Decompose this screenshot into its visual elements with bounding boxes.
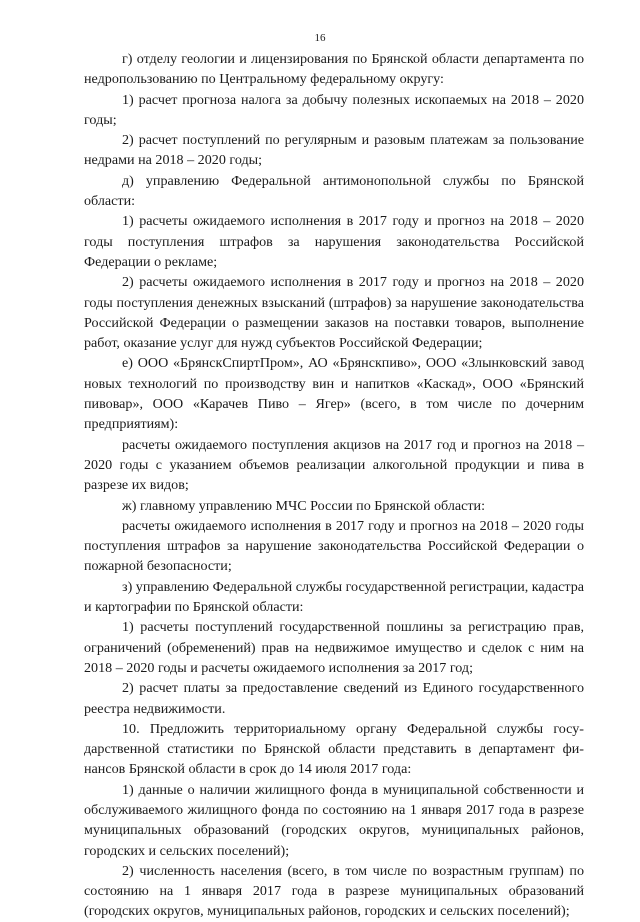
paragraph-z-item-1-state-duty: 1) расчеты поступлений государственной пошлины за регистрацию прав, ограничений (обременений) прав на недвижимое имущество и сделок с ним на 2018 – 2020 годы и расчеты ожидаемого исполнения за 2017 год; <box>84 619 584 676</box>
paragraph-e-alcohol-producers: е) ООО «БрянскСпиртПром», АО «Брянскпиво», ООО «Злынковский завод новых технологий по производству вин и напитков «Каскад», ООО «Брянский пивовар», ООО «Карачев Пиво – Ягер» (всего, в том числе по дочерним предприятиям): <box>84 355 584 433</box>
page-number: 16 <box>314 32 326 44</box>
paragraph-zh-fire-safety-fines: расчеты ожидаемого исполнения в 2017 году и прогноз на 2018 – 2020 годы поступления штрафов за нарушение законодательства Российской Федерации о пожарной безопасности; <box>84 517 584 575</box>
document-body <box>84 49 584 922</box>
paragraph-g-geology-department: г) отделу геологии и лицензирования по Брянской области департамента по недропользованию по Центральному федеральному округу: <box>84 51 584 88</box>
paragraph-d-antimonopoly-service: д) управлению Федеральной антимонопольной службы по Брянской области: <box>84 172 584 210</box>
paragraph-zh-emergency-ministry: ж) главному управлению МЧС России по Брянской области: <box>122 497 485 514</box>
paragraph-d-item-1-advertising-fines: 1) расчеты ожидаемого исполнения в 2017 году и прогноз на 2018 – 2020 годы поступления штрафов за нарушения законодательства Российской Федерации о рекламе; <box>84 213 584 270</box>
paragraph-10-item-2-population: 2) численность населения (всего, в том числе по возрастным группам) по состоянию на 1 января 2017 года в разрезе муниципальных образований (городских округов, муниципальных районов, городских и сельских поселений); <box>84 862 584 920</box>
paragraph-d-item-2-procurement-fines: 2) расчеты ожидаемого исполнения в 2017 году и прогноз на 2018 – 2020 годы поступления денежных взысканий (штрафов) за нарушение законодательства Российской Федерации о размещении заказов на поставки товаров, выполнение работ, оказание услуг для нужд субъектов Российской Федерации; <box>84 274 584 352</box>
paragraph-g-item-2-subsoil-payments: 2) расчет поступлений по регулярным и разовым платежам за пользование недрами на 2018 – 2020 годы; <box>84 132 584 169</box>
paragraph-10-item-1-housing-stock: 1) данные о наличии жилищного фонда в муниципальной собственности и обслуживаемого жилищного фонда по состоянию на 1 января 2017 года в разрезе муниципальных образований (городских округов, муниципальных районов, городских и сельских поселений); <box>84 781 584 859</box>
paragraph-g-item-1-mineral-tax: 1) расчет прогноза налога за добычу полезных ископаемых на 2018 – 2020 годы; <box>84 91 584 128</box>
paragraph-z-registration-service: з) управлению Федеральной службы государственной регистрации, кадастра и картографии по Брянской области: <box>84 578 584 616</box>
paragraph-10-statistics-service: 10. Предложить территориальному органу Федеральной службы государственной статистики по Брянской области представить в департамент финансов Брянской области в срок до 14 июля 2017 года: <box>84 720 584 778</box>
paragraph-z-item-2-registry-fee: 2) расчет платы за предоставление сведений из Единого государственного реестра недвижимости. <box>84 680 584 717</box>
paragraph-e-excise-forecast: расчеты ожидаемого поступления акцизов на 2017 год и прогноз на 2018 – 2020 годы с указанием объемов реализации алкогольной продукции и пива в разрезе их видов; <box>84 436 584 494</box>
